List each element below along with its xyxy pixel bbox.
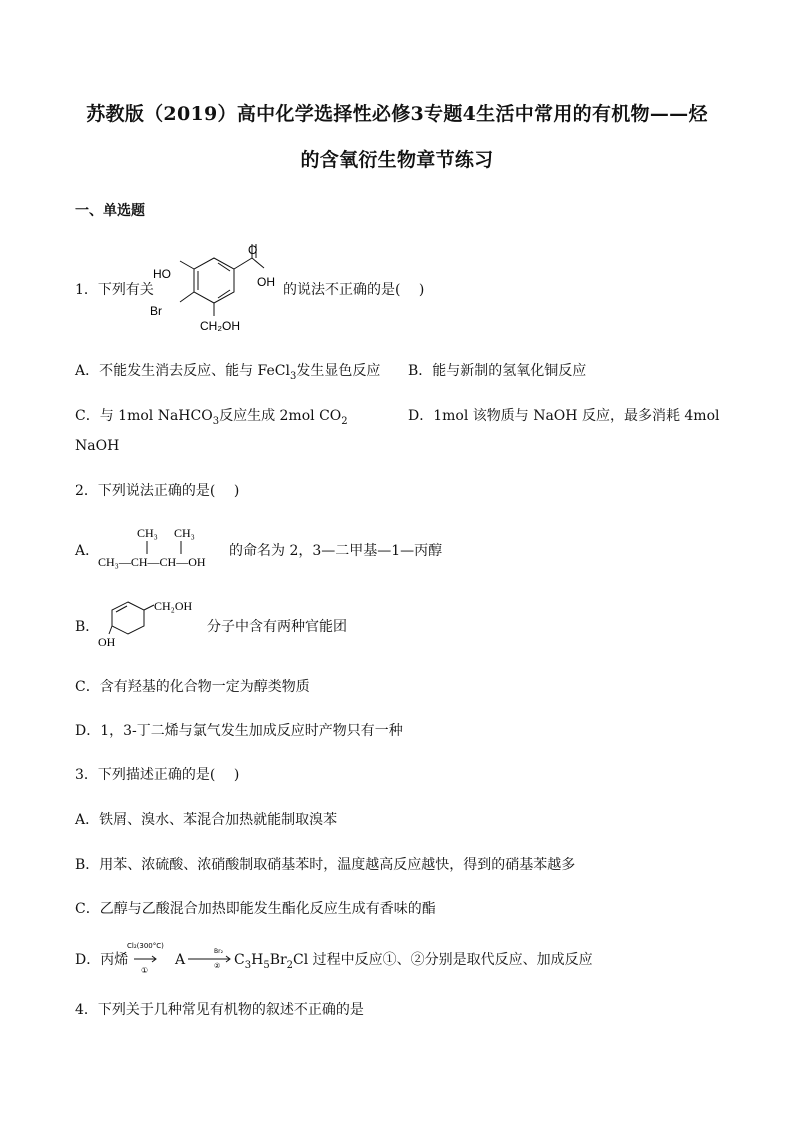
q2-option-b-label: B． bbox=[75, 619, 100, 635]
q1-option-b: B．能与新制的氢氧化铜反应 bbox=[408, 363, 587, 379]
q1-structure bbox=[148, 240, 288, 335]
q1-ch2oh-label: CH₂OH bbox=[200, 319, 240, 333]
q2-a-chain: CH₃—CH—CH—OH bbox=[98, 555, 206, 569]
q2-option-b-text: 分子中含有两种官能团 bbox=[207, 619, 347, 635]
q2-option-d: D．1，3-丁二烯与氯气发生加成反应时产物只有一种 bbox=[75, 723, 403, 739]
q3-stem: 3．下列描述正确的是( ) bbox=[75, 767, 240, 783]
q3-d-intermediate: A bbox=[175, 952, 186, 968]
q2-stem: 2．下列说法正确的是( ) bbox=[75, 483, 240, 499]
q1-option-d: D．1mol 该物质与 NaOH 反应，最多消耗 4mol bbox=[408, 408, 720, 424]
q3-d-cond1: Cl₂(300°C) bbox=[127, 942, 164, 950]
q2-a-ch3-top2: CH₃ bbox=[174, 526, 195, 540]
q4-stem: 4．下列关于几种常见有机物的叙述不正确的是 bbox=[75, 1002, 364, 1018]
q3-option-b: B．用苯、浓硫酸、浓硝酸制取硝基苯时，温度越高反应越快，得到的硝基苯越多 bbox=[75, 857, 576, 873]
q2-a-ch3-top1: CH₃ bbox=[137, 526, 158, 540]
q1-suffix: 的说法不正确的是( ) bbox=[283, 282, 425, 298]
document-title-line2: 的含氧衍生物章节练习 bbox=[300, 149, 494, 171]
q1-prefix: 1．下列有关 bbox=[75, 282, 154, 298]
q3-d-cond2: Br₂ bbox=[214, 948, 223, 955]
q2-option-a-text: 的命名为 2，3—二甲基—1—丙醇 bbox=[229, 543, 443, 559]
q3-d-product-text: $C_3H_5Br_2Cl$ 过程中反应①、②分别是取代反应、加成反应 bbox=[234, 952, 593, 971]
q1-ho-label: HO bbox=[153, 267, 171, 281]
q1-option-d-continued: NaOH bbox=[75, 438, 120, 454]
q3-d-step1: ① bbox=[141, 966, 149, 975]
q1-option-a: A．不能发生消去反应、能与 FeCl$_3$发生显色反应 bbox=[75, 363, 381, 382]
q2-option-a-label: A． bbox=[75, 543, 100, 559]
q3-option-a: A．铁屑、溴水、苯混合加热就能制取溴苯 bbox=[75, 812, 338, 828]
q1-oh-label: OH bbox=[257, 275, 275, 289]
q1-o-label: O bbox=[248, 243, 258, 257]
q3-option-d-label: D．丙烯 bbox=[75, 952, 129, 968]
q2-b-structure bbox=[96, 594, 208, 650]
section-heading: 一、单选题 bbox=[75, 203, 145, 219]
q2-a-structure bbox=[96, 524, 230, 570]
document-title-line1: 苏教版（2019）高中化学选择性必修3专题4生活中常用的有机物——烃 bbox=[86, 103, 708, 125]
q1-br-label: Br bbox=[150, 304, 162, 318]
q3-d-step2: ② bbox=[214, 962, 221, 970]
q2-option-c: C．含有羟基的化合物一定为醇类物质 bbox=[75, 679, 310, 695]
q2-b-ch2oh: CH₂OH bbox=[154, 599, 193, 613]
q1-option-c: C．与 1mol NaHCO$_3$反应生成 2mol $CO_2$ bbox=[75, 408, 348, 427]
q3-d-arrow-2 bbox=[186, 944, 234, 974]
q2-b-oh: OH bbox=[98, 635, 116, 649]
q3-option-c: C．乙醇与乙酸混合加热即能发生酯化反应生成有香味的酯 bbox=[75, 901, 436, 917]
